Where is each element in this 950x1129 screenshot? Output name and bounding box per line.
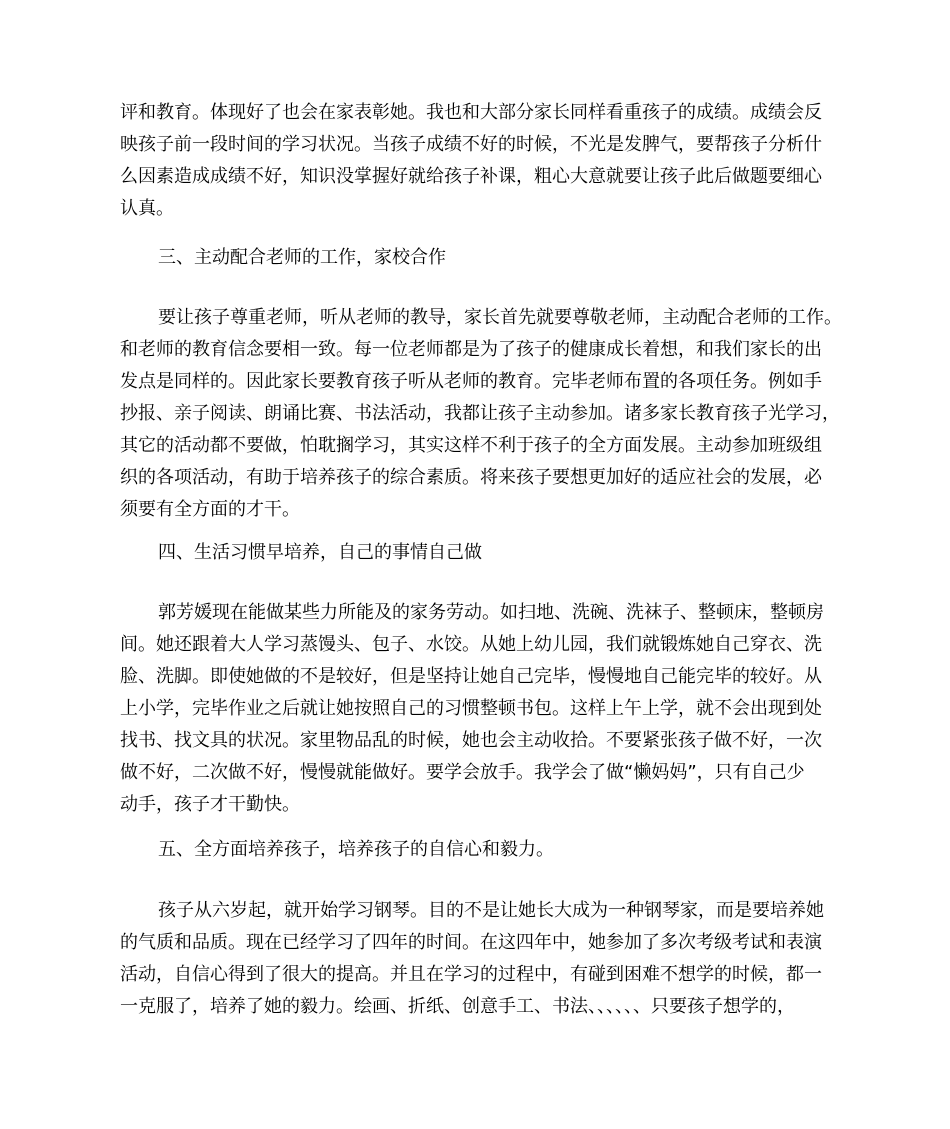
paragraph-line: 找书、找文具的状况。家里物品乱的时候，她也会主动收拾。不要紧张孩子做不好，一次 [120, 730, 822, 751]
section-heading-5 [120, 834, 840, 866]
paragraph-line: 须要有全方面的才干。 [120, 499, 300, 520]
section-heading-4 [120, 537, 840, 569]
section-heading-3 [120, 242, 840, 274]
paragraph-line: 认真。 [120, 198, 174, 219]
paragraph-section-5 [120, 895, 840, 1023]
heading-text: 四、生活习惯早培养，自己的事情自己做 [158, 542, 482, 563]
paragraph-line: 孩子从六岁起，就开始学习钢琴。目的不是让她长大成为一种钢琴家，而是要培养她 [158, 900, 824, 921]
paragraph-line: 间。她还跟着大人学习蒸馒头、包子、水饺。从她上幼儿园，我们就锻炼她自己穿衣、洗 [120, 634, 822, 655]
paragraph-line: 么因素造成成绩不好，知识没掌握好就给孩子补课，粗心大意就要让孩子此后做题要细心 [120, 166, 822, 187]
paragraph-line: 抄报、亲子阅读、朗诵比赛、书法活动，我都让孩子主动参加。诸多家长教育孩子光学习， [120, 403, 840, 424]
paragraph-line: 动手，孩子才干勤快。 [120, 794, 300, 815]
paragraph-line: 要让孩子尊重老师，听从老师的教导，家长首先就要尊敬老师，主动配合老师的工作。 [158, 307, 842, 328]
paragraph-line: 郭芳媛现在能做某些力所能及的家务劳动。如扫地、洗碗、洗袜子、整顿床，整顿房 [158, 602, 824, 623]
paragraph-line: 映孩子前一段时间的学习状况。当孩子成绩不好的时候，不光是发脾气，要帮孩子分析什 [120, 134, 822, 155]
paragraph-line: 和老师的教育信念要相一致。每一位老师都是为了孩子的健康成长着想，和我们家长的出 [120, 339, 822, 360]
paragraph-line: 发点是同样的。因此家长要教育孩子听从老师的教育。完毕老师布置的各项任务。例如手 [120, 371, 822, 392]
paragraph-line: 织的各项活动，有助于培养孩子的综合素质。将来孩子要想更加好的适应社会的发展，必 [120, 467, 822, 488]
paragraph-line: 脸、洗脚。即使她做的不是较好，但是坚持让她自己完毕，慢慢地自己能完毕的较好。从 [120, 666, 822, 687]
paragraph-section-4 [120, 597, 840, 821]
paragraph-line: 的气质和品质。现在已经学习了四年的时间。在这四年中，她参加了多次考级考试和表演 [120, 932, 822, 953]
paragraph-line: 评和教育。体现好了也会在家表彰她。我也和大部分家长同样看重孩子的成绩。成绩会反 [120, 102, 822, 123]
paragraph-intro [120, 97, 840, 225]
paragraph-line: 做不好，二次做不好，慢慢就能做好。要学会放手。我学会了做“懒妈妈”，只有自己少 [120, 762, 805, 783]
heading-text: 五、全方面培养孩子，培养孩子的自信心和毅力。 [158, 839, 554, 860]
paragraph-line: 一克服了，培养了她的毅力。绘画、折纸、创意手工、书法、、、、、、只要孩子想学的， [120, 996, 795, 1017]
paragraph-line: 上小学，完毕作业之后就让她按照自己的习惯整顿书包。这样上午上学，就不会出现到处 [120, 698, 822, 719]
heading-text: 三、主动配合老师的工作，家校合作 [158, 247, 446, 268]
paragraph-section-3 [120, 302, 840, 526]
paragraph-line: 其它的活动都不要做，怕耽搁学习，其实这样不利于孩子的全方面发展。主动参加班级组 [120, 435, 822, 456]
paragraph-line: 活动，自信心得到了很大的提高。并且在学习的过程中，有碰到困难不想学的时候，都一 [120, 964, 822, 985]
